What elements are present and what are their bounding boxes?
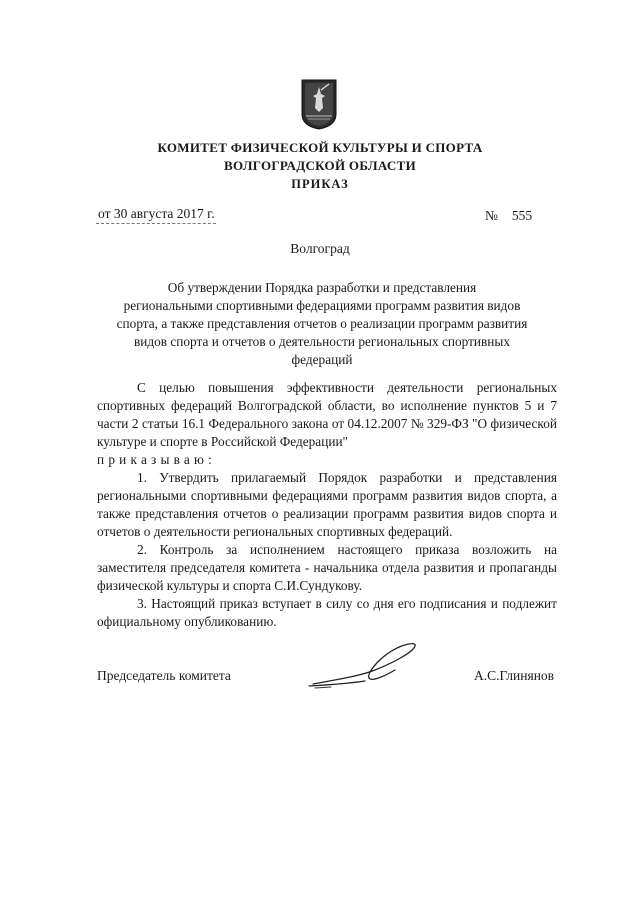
subject-line: Об утверждении Порядка разработки и представления [167,280,477,295]
order-item-1: 1. Утвердить прилагаемый Порядок разработки и представления региональными спортивными федерациями программ развития видов спорта, а также представления отчетов о реализации программ развития видов спорта и отчетов о деятельности региональных спортивных федераций. [97,470,557,539]
date-underline [96,223,216,224]
subject-line: региональными спортивными федерациями программ развития видов [123,298,521,313]
order-date: от 30 августа 2017 г. [98,206,215,221]
order-item-3: 3. Настоящий приказ вступает в силу со дня его подписания и подлежит официальному опубликованию. [97,596,557,629]
signatory-title: Председатель комитета [97,668,231,683]
number-sign: № [485,208,498,223]
handwritten-signature [305,640,423,692]
committee-name-line2: ВОЛГОГРАДСКОЙ ОБЛАСТИ [223,158,416,173]
number-value: 555 [511,208,533,223]
preamble-paragraph: С целью повышения эффективности деятельности региональных спортивных федераций Волгоградской области, во исполнение пунктов 5 и 7 части 2 статьи 16.1 Федерального закона от 04.12.2007 № 329-ФЗ "О физической культуре и спорте в Российской Федерации" [97,380,557,449]
subject-line: спорта, а также представления отчетов о реализации программ развития [116,316,528,331]
order-word: приказываю: [97,452,217,467]
committee-name-line1: КОМИТЕТ ФИЗИЧЕСКОЙ КУЛЬТУРЫ И СПОРТА [157,140,483,155]
order-item-2: 2. Контроль за исполнением настоящего приказа возложить на заместителя председателя комитета - начальника отдела развития и пропаганды физической культуры и спорта С.И.Сундукову. [97,542,557,593]
document-type: ПРИКАЗ [291,177,349,191]
order-number [485,208,532,224]
city: Волгоград [290,241,350,256]
volgograd-coat-of-arms-icon [300,78,338,130]
subject-line: видов спорта и отчетов о деятельности региональных спортивных [133,334,511,349]
order-subject [108,279,536,369]
signatory-name: А.С.Глинянов [474,668,555,683]
order-body [97,379,557,631]
subject-line: федераций [291,352,353,367]
